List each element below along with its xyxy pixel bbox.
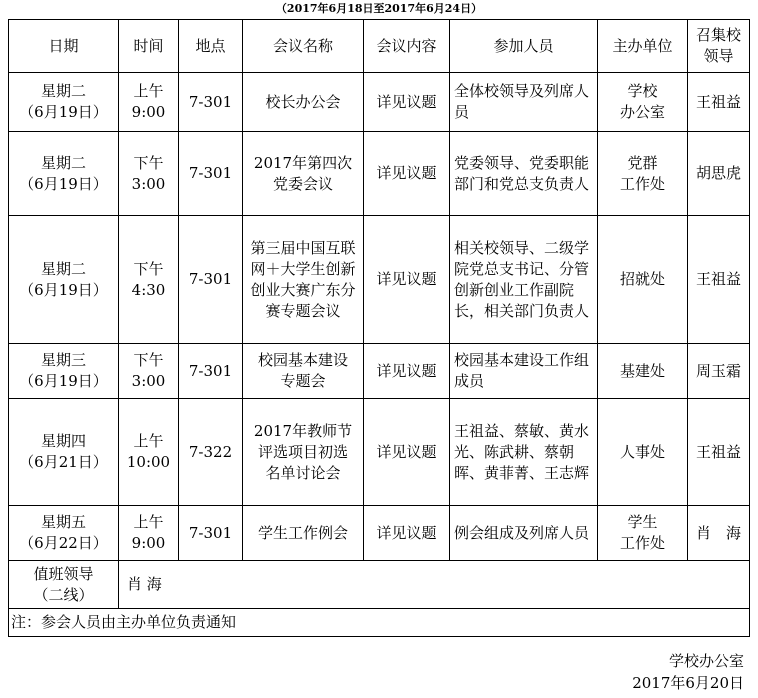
row-content: 详见议题 [364, 132, 450, 216]
row-date: 星期二 （6月19日） [9, 73, 119, 132]
meeting-schedule-table [8, 19, 750, 637]
row-date: 星期三 （6月19日） [9, 344, 119, 399]
issue-date: 2017年6月20日 [632, 674, 744, 692]
issuing-office: 学校办公室 [668, 652, 744, 670]
duty-leader-label: 值班领导 （二线） [9, 561, 119, 609]
header-meeting-name: 会议名称 [243, 20, 364, 73]
header-time: 时间 [119, 20, 179, 73]
header-attendees: 参加人员 [450, 20, 598, 73]
row-host-unit: 学生 工作处 [598, 506, 688, 561]
row-convener: 周玉霜 [688, 344, 750, 399]
header-date: 日期 [9, 20, 119, 73]
row-meeting-name: 校长办公会 [243, 73, 364, 132]
row-meeting-name: 校园基本建设 专题会 [243, 344, 364, 399]
duty-leader-name: 肖 海 [119, 561, 750, 609]
row-time: 下午 4:30 [119, 216, 179, 344]
table-row [9, 73, 750, 132]
header-content: 会议内容 [364, 20, 450, 73]
row-place: 7-301 [179, 344, 243, 399]
row-convener: 胡思虎 [688, 132, 750, 216]
row-attendees: 校园基本建设工作组成员 [450, 344, 598, 399]
row-content: 详见议题 [364, 73, 450, 132]
row-convener: 王祖益 [688, 73, 750, 132]
row-meeting-name: 学生工作例会 [243, 506, 364, 561]
row-host-unit: 学校 办公室 [598, 73, 688, 132]
table-row [9, 506, 750, 561]
row-convener: 王祖益 [688, 216, 750, 344]
header-place: 地点 [179, 20, 243, 73]
row-time: 下午 3:00 [119, 132, 179, 216]
row-host-unit: 党群 工作处 [598, 132, 688, 216]
row-content: 详见议题 [364, 506, 450, 561]
table-row [9, 399, 750, 506]
row-host-unit: 基建处 [598, 344, 688, 399]
row-place: 7-301 [179, 132, 243, 216]
duty-leader-row [9, 561, 750, 609]
row-date: 星期二 （6月19日） [9, 132, 119, 216]
table-header-row [9, 20, 750, 73]
row-content: 详见议题 [364, 344, 450, 399]
table-row [9, 344, 750, 399]
row-host-unit: 招就处 [598, 216, 688, 344]
row-place: 7-301 [179, 506, 243, 561]
row-attendees: 例会组成及列席人员 [450, 506, 598, 561]
row-place: 7-301 [179, 216, 243, 344]
note: 注：参会人员由主办单位负责通知 [9, 609, 750, 637]
row-convener: 王祖益 [688, 399, 750, 506]
header-convener: 召集校 领导 [688, 20, 750, 73]
row-time: 下午 3:00 [119, 344, 179, 399]
row-host-unit: 人事处 [598, 399, 688, 506]
row-attendees: 党委领导、党委职能部门和党总支负责人 [450, 132, 598, 216]
row-date: 星期五 （6月22日） [9, 506, 119, 561]
row-convener: 肖 海 [688, 506, 750, 561]
row-meeting-name: 2017年第四次 党委会议 [243, 132, 364, 216]
row-time: 上午 10:00 [119, 399, 179, 506]
row-meeting-name: 第三届中国互联网＋大学生创新创业大赛广东分赛专题会议 [243, 216, 364, 344]
row-place: 7-322 [179, 399, 243, 506]
row-content: 详见议题 [364, 399, 450, 506]
row-content: 详见议题 [364, 216, 450, 344]
row-attendees: 王祖益、蔡敏、黄水光、陈武耕、蔡朝晖、黄菲菁、王志辉 [450, 399, 598, 506]
row-attendees: 全体校领导及列席人员 [450, 73, 598, 132]
row-place: 7-301 [179, 73, 243, 132]
table-row [9, 132, 750, 216]
header-host-unit: 主办单位 [598, 20, 688, 73]
row-time: 上午 9:00 [119, 506, 179, 561]
row-time: 上午 9:00 [119, 73, 179, 132]
row-date: 星期四 （6月21日） [9, 399, 119, 506]
table-row [9, 216, 750, 344]
row-date: 星期二 （6月19日） [9, 216, 119, 344]
note-row [9, 609, 750, 637]
date-range: （2017年6月18日至2017年6月24日） [275, 2, 483, 15]
row-meeting-name: 2017年教师节 评选项目初选 名单讨论会 [243, 399, 364, 506]
row-attendees: 相关校领导、二级学院党总支书记、分管创新创业工作副院长，相关部门负责人 [450, 216, 598, 344]
